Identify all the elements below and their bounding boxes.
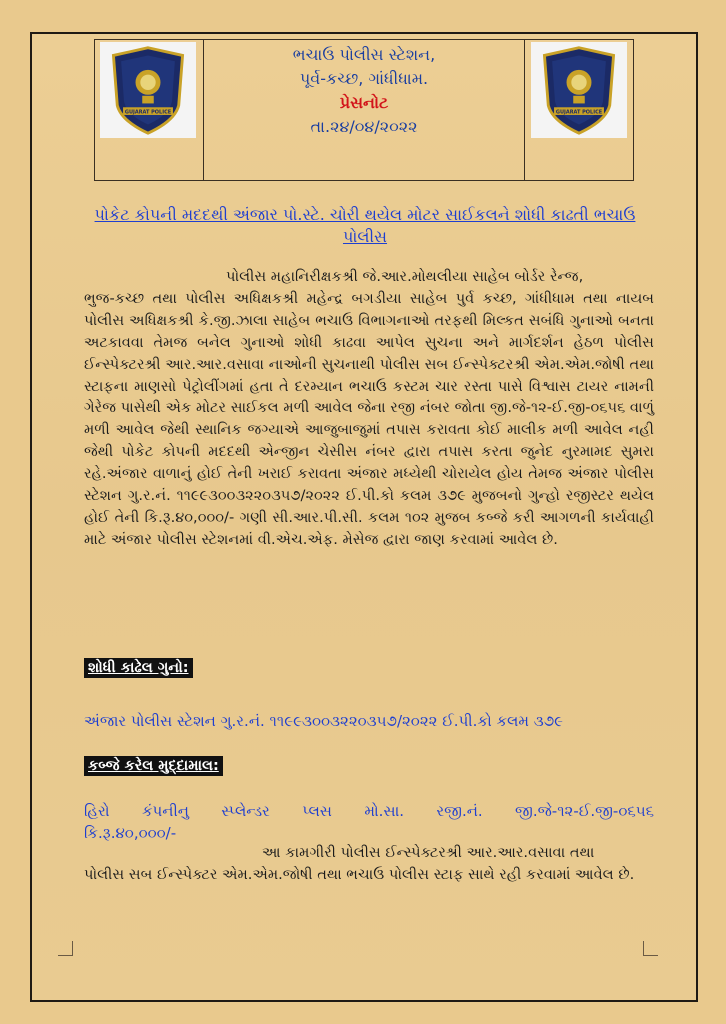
closing-paragraph [84, 842, 654, 886]
seized-property-value: કિ.રૂ.૪૦,૦૦૦/- [84, 824, 177, 842]
closing-first-line: આ કામગીરી પોલીસ ઈન્સ્પેક્ટરશ્રી આર.આર.વસાવા તથા [262, 844, 595, 861]
svg-text:GUJARAT POLICE: GUJARAT POLICE [555, 109, 603, 116]
press-note-label: પ્રેસનોટ [339, 93, 389, 112]
letterhead-left-cell [95, 40, 204, 180]
press-note-page [30, 32, 698, 1002]
body-paragraph: ભુજ-કચ્છ તથા પોલીસ અધિક્ષકશ્રી મહેન્દ્ર બગડીયા સાહેબ પુર્વ કચ્છ, ગાંધીધામ તથા નાયબ પોલીસ અધિક્ષકશ્રી કે.જી.ઝાલા સાહેબ ભચાઉ વિભાગનાઓ તરફથી મિલ્કત સબંધિ ગુનાઓ બનતા અટકાવવા તેમજ બનેલ ગુનાઓ શોધી કાઢવા આપેલ સુચના અને માર્ગદર્શન હેઠળ પોલીસ ઈન્સ્પેક્ટરશ્રી આર.આર.વસાવા નાઓની સુચનાથી પોલીસ સબ ઈન્સ્પેક્ટરશ્રી એમ.એમ.જોષી તથા સ્ટાફના માણસો પેટ્રોલીંગમાં હતા તે દરમ્યાન ભચાઉ કસ્ટમ ચાર રસ્તા પાસે વિશ્વાસ ટાયર નામની ગેરેજ પાસેથી એક મોટર સાઈકલ મળી આવેલ જેના રજી નંબર જોતા જી.જે-૧૨-ઈ.જી-૦૬૫૬ વાળું મળી આવેલ જેથી સ્થાનિક જગ્યાએ આજુબાજુમાં તપાસ કરાવતા કોઈ માલીક મળી આવેલ નહી જેથી પોકેટ કોપની મદદથી એન્જીન ચેસીસ નંબર દ્વારા તપાસ કરતા જુનેદ નુરમામદ સુમરા રહે.અંજાર વાળાનું હોઈ તેની ખરાઈ કરાવતા અંજાર મધ્યેથી ચોરાયેલ હોય તેમજ અંજાર પોલીસ સ્ટેશન ગુ.ર.નં. ૧૧૯૯૩૦૦૩૨૨૦૩૫૭/૨૦૨૨ ઈ.પી.કો કલમ ૩૭૯ મુજબનો ગુન્હો રજીસ્ટર થયેલ હોઈ તેની કિ.રૂ.૪૦,૦૦૦/- ગણી સી.આર.પી.સી. કલમ ૧૦૨ મુજબ કબ્જે કરી આગળની કાર્યવાહી માટે અંજાર પોલીસ સ્ટેશનમાં વી.એચ.એફ. મેસેજ દ્વારા જાણ કરવામાં આવેલ છે. [84, 289, 654, 548]
press-note-title: પોકેટ કોપની મદદથી અંજાર પો.સ્ટે. ચોરી થયેલ મોટર સાઈકલને શોધી કાઢતી ભચાઉ પોલીસ [94, 205, 636, 246]
letterhead [94, 39, 634, 181]
closing-rest: પોલીસ સબ ઈન્સ્પેક્ટર એમ.એમ.જોષી તથા ભચાઉ પોલીસ સ્ટાફ સાથે રહી કરવામાં આવેલ છે. [84, 866, 635, 883]
gujarat-police-logo-right [530, 42, 628, 138]
crop-mark-bottom-right [643, 941, 658, 956]
press-note-body [84, 266, 654, 551]
station-location: પૂર્વ-કચ્છ, ગાંધીધામ. [299, 69, 429, 88]
body-first-line: પોલીસ મહાનિરીક્ષકશ્રી જે.આર.મોથલીયા સાહેબ બોર્ડર રેન્જ, [226, 268, 584, 285]
detected-crime-text: અંજાર પોલીસ સ્ટેશન ગુ.ર.નં. ૧૧૯૯૩૦૦૩૨૨૦૩૫૭/૨૦૨૨ ઈ.પી.કો કલમ ૩૭૯ [84, 712, 564, 730]
detected-crime-heading: શોધી કાઢેલ ગુનો: [84, 658, 193, 678]
letterhead-center [205, 40, 523, 183]
gujarat-police-logo-left [99, 42, 197, 138]
seized-property-line1: હિરો કંપનીનુ સ્પ્લેન્ડર પ્લસ મો.સા. રજી.નં. જી.જે-૧૨-ઈ.જી-૦૬૫૬ [84, 802, 654, 820]
crop-mark-bottom-left [58, 941, 73, 956]
seized-property-heading: કબ્જે કરેલ મુદ્દામાલ: [84, 756, 223, 776]
station-name: ભચાઉ પોલીસ સ્ટેશન, [292, 45, 436, 64]
letterhead-right-cell [524, 40, 633, 180]
press-note-date: તા.૨૪/૦૪/૨૦૨૨ [310, 117, 418, 136]
svg-text:GUJARAT POLICE: GUJARAT POLICE [124, 109, 172, 116]
